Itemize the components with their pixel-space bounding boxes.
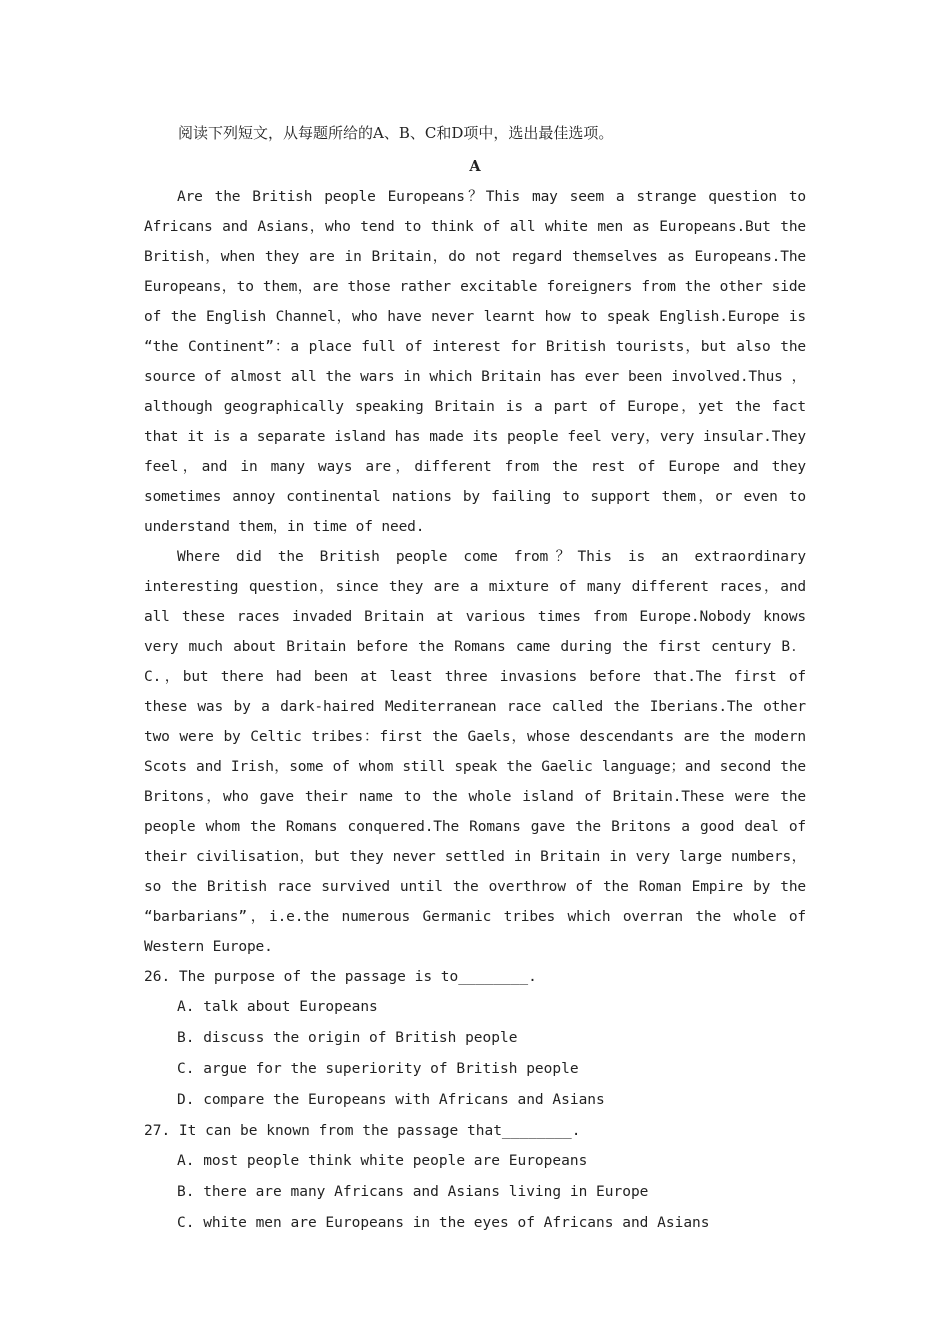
option-b: B. discuss the origin of British people bbox=[177, 1030, 518, 1046]
document-page bbox=[144, 118, 806, 1239]
instruction-text: 阅读下列短文，从每题所给的A、B、C和D项中，选出最佳选项。 bbox=[178, 124, 614, 142]
question-27 bbox=[144, 1116, 806, 1239]
option-b: B. there are many Africans and Asians living in Europe bbox=[177, 1184, 649, 1200]
option-a: A. most people think white people are Europeans bbox=[177, 1153, 588, 1169]
question-stem: 26. The purpose of the passage is to________. bbox=[144, 969, 537, 985]
question-stem: 27. It can be known from the passage that________. bbox=[144, 1123, 581, 1139]
option-d: D. compare the Europeans with Africans and Asians bbox=[177, 1092, 605, 1108]
option-c: C. white men are Europeans in the eyes of Africans and Asians bbox=[177, 1215, 710, 1231]
section-label: A bbox=[469, 158, 481, 175]
passage bbox=[144, 182, 806, 962]
passage-paragraph-2: Where did the British people come from？This is an extraordinary interesting question，since they are a mixture of many different races，and all these races invaded Britain at various times from Europe.Nobody knows very much about Britain before the Romans came during the first century B．C.，but there had been at least three invasions before that.The first of these was by a dark-haired Mediterranean race called the Iberians.The other two were by Celtic tribes：first the Gaels，whose descendants are the modern Scots and Irish，some of whom still speak the Gaelic language；and second the Britons，who gave their name to the whole island of Britain.These were the people whom the Romans conquered.The Romans gave the Britons a good deal of their civilisation，but they never settled in Britain in very large numbers，so the British race survived until the overthrow of the Roman Empire by the “barbarians”，i.e.the numerous Germanic tribes which overran the whole of Western Europe. bbox=[144, 549, 806, 955]
option-a: A. talk about Europeans bbox=[177, 999, 378, 1015]
question-26 bbox=[144, 962, 806, 1116]
passage-paragraph-1: Are the British people Europeans？This may seem a strange question to Africans and Asians，who tend to think of all white men as Europeans.But the British，when they are in Britain，do not regard themselves as Europeans.The Europeans，to them，are those rather excitable foreigners from the other side of the English Channel，who have never learnt how to speak English.Europe is “the Continent”：a place full of interest for British tourists，but also the source of almost all the wars in which Britain has ever been involved.Thus ， although geographically speaking Britain is a part of Europe，yet the fact that it is a separate island has made its people feel very，very insular.They feel，and in many ways are，different from the rest of Europe and they sometimes annoy continental nations by failing to support them，or even to understand them，in time of need. bbox=[144, 189, 806, 535]
option-c: C. argue for the superiority of British people bbox=[177, 1061, 579, 1077]
